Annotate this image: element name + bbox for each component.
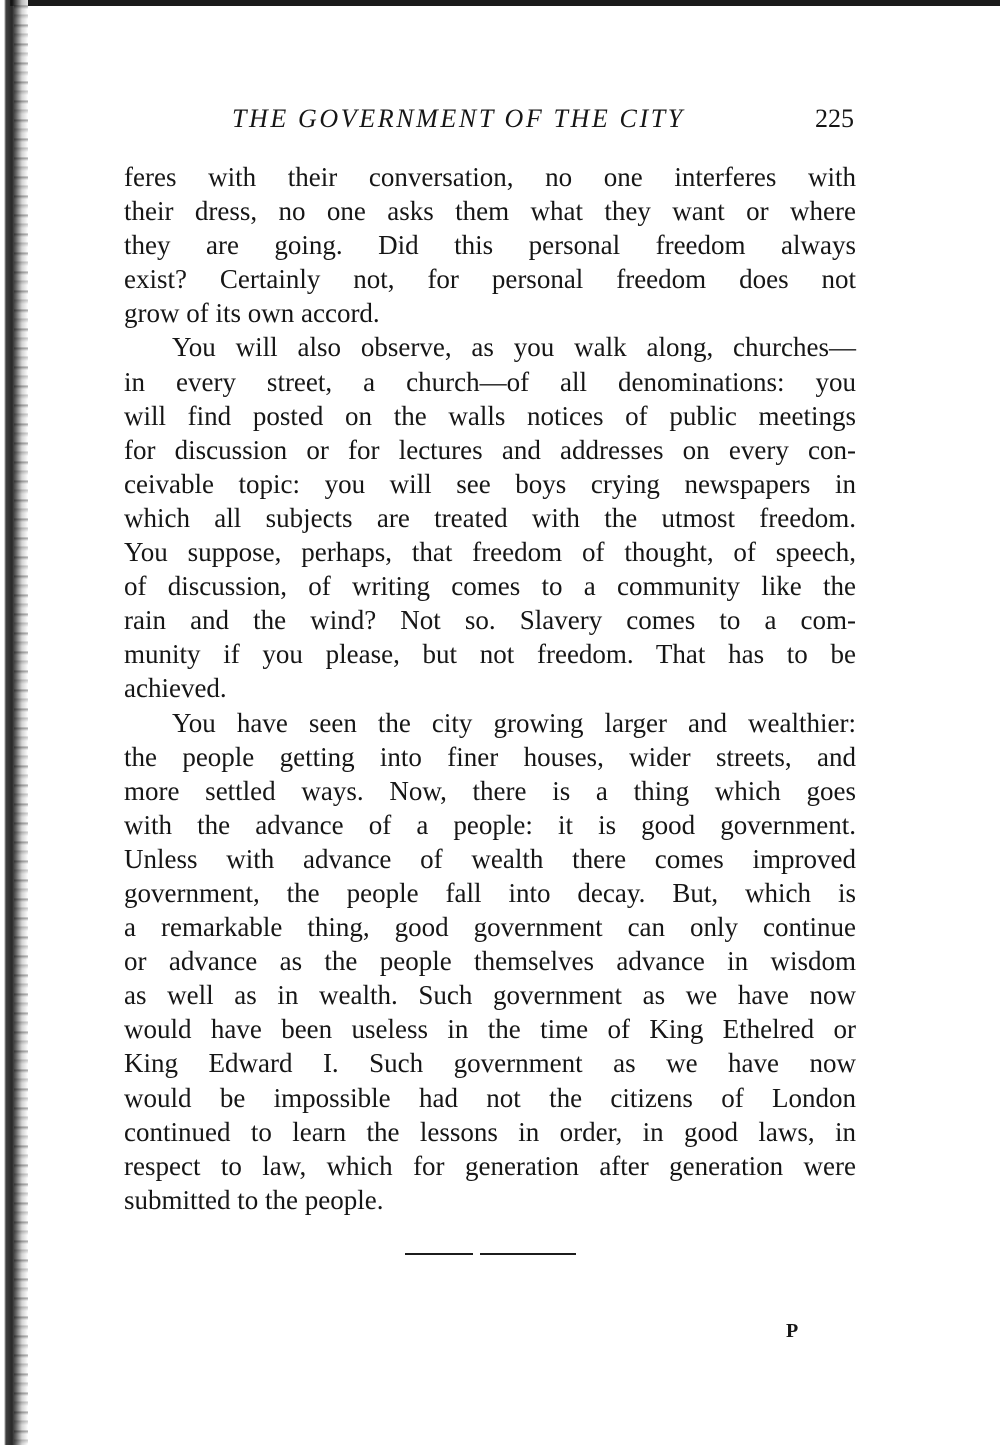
paragraph-1 xyxy=(124,160,856,330)
text-line: as well as in wealth. Such government as we have now xyxy=(124,980,856,1011)
running-head-title: THE GOVERNMENT OF THE CITY xyxy=(232,104,685,133)
text-line: respect to law, which for generation after generation were xyxy=(124,1150,856,1181)
text-line: with the advance of a people: it is good government. xyxy=(124,809,856,840)
text-line: will find posted on the walls notices of public meetings xyxy=(124,400,856,431)
text-line: submitted to the people. xyxy=(124,1184,384,1215)
text-line: more settled ways. Now, there is a thing which goes xyxy=(124,775,856,806)
text-line: feres with their conversation, no one interferes with xyxy=(124,162,856,192)
printer-signature-mark: P xyxy=(786,1320,799,1342)
text-line: would have been useless in the time of King Ethelred or xyxy=(124,1014,856,1045)
text-line: King Edward I. Such government as we have now xyxy=(124,1048,856,1079)
text-line: would be impossible had not the citizens of London xyxy=(124,1082,856,1113)
section-end-rule-left xyxy=(405,1253,473,1255)
text-line: they are going. Did this personal freedom always xyxy=(124,230,856,261)
text-line: You suppose, perhaps, that freedom of thought, of speech, xyxy=(124,537,856,568)
text-line: of discussion, of writing comes to a community like the xyxy=(124,571,856,602)
paragraph-2 xyxy=(124,330,856,705)
text-line: You will also observe, as you walk along, churches— xyxy=(172,332,856,363)
text-line: exist? Certainly not, for personal freedom does not xyxy=(124,264,856,295)
text-line: You have seen the city growing larger and wealthier: xyxy=(172,707,856,738)
text-line: Unless with advance of wealth there comes improved xyxy=(124,843,856,874)
paragraph-3 xyxy=(124,706,856,1217)
section-end-rule-right xyxy=(480,1253,576,1255)
text-line: which all subjects are treated with the utmost freedom. xyxy=(124,502,856,533)
text-line: the people getting into finer houses, wider streets, and xyxy=(124,741,856,772)
text-line: continued to learn the lessons in order, in good laws, in xyxy=(124,1116,856,1147)
text-line: or advance as the people themselves advance in wisdom xyxy=(124,946,856,977)
page-number: 225 xyxy=(815,104,854,133)
body-text xyxy=(124,160,856,1217)
text-line: for discussion or for lectures and addresses on every con- xyxy=(124,434,856,465)
text-line: a remarkable thing, good government can only continue xyxy=(124,912,856,943)
text-line: rain and the wind? Not so. Slavery comes to a com- xyxy=(124,605,856,636)
text-line: grow of its own accord. xyxy=(124,298,380,329)
text-line: munity if you please, but not freedom. That has to be xyxy=(124,639,856,670)
text-line: government, the people fall into decay. But, which is xyxy=(124,877,856,908)
text-line: achieved. xyxy=(124,673,227,704)
text-line: ceivable topic: you will see boys crying newspapers in xyxy=(124,468,856,499)
text-line: in every street, a church—of all denominations: you xyxy=(124,366,856,397)
book-spine-texture xyxy=(14,0,28,1445)
page-top-edge xyxy=(10,0,1000,6)
text-line: their dress, no one asks them what they want or where xyxy=(124,196,856,227)
